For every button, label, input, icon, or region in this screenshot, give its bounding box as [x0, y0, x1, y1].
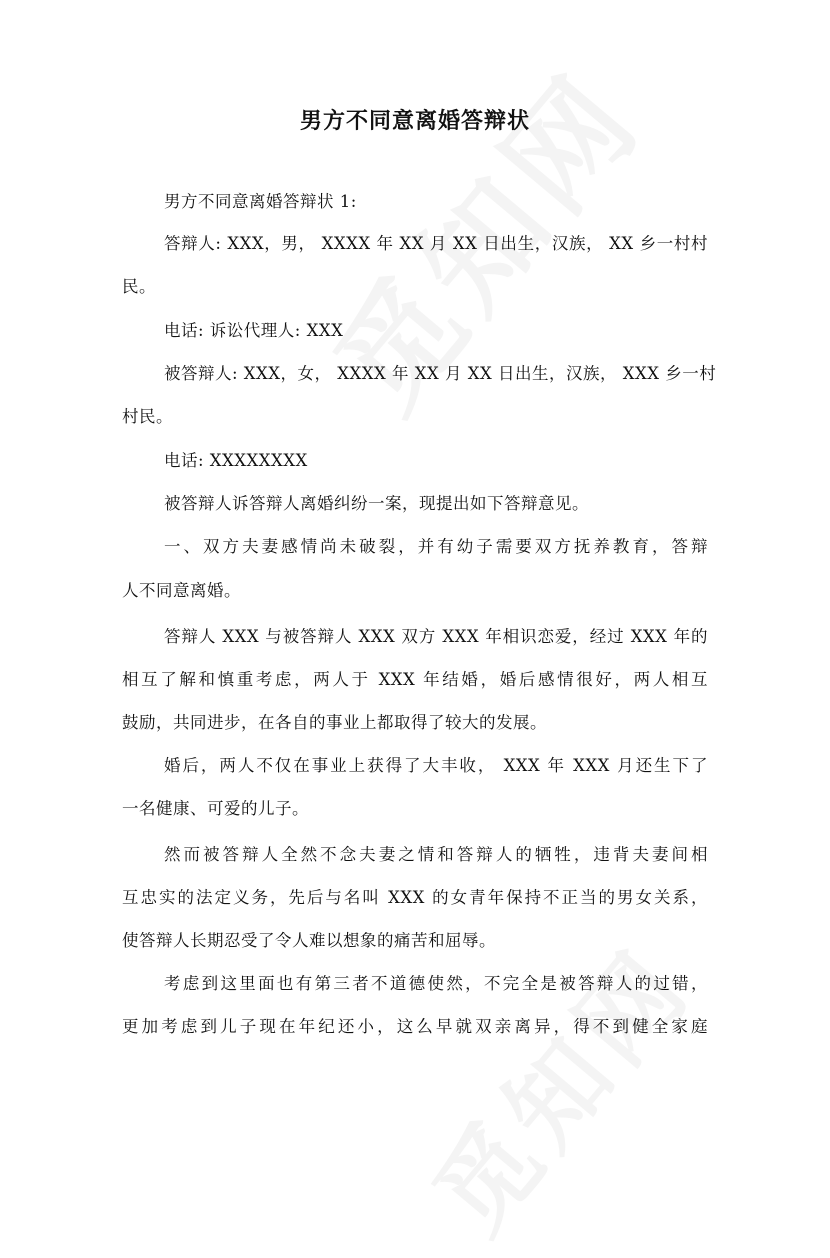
paragraph-line: 一、双方夫妻感情尚未破裂，并有幼子需要双方抚养教育，答辩 [164, 537, 708, 556]
paragraph-line: 考虑到这里面也有第三者不道德使然，不完全是被答辩人的过错， [164, 974, 708, 993]
paragraph-line: 答辩人: XXX，男， XXXX 年 XX 月 XX 日出生，汉族， XX 乡一村村 [164, 234, 708, 253]
paragraph-line: 被答辩人: XXX，女， XXXX 年 XX 月 XX 日出生，汉族， XXX 乡一村 [164, 364, 717, 383]
paragraph-line: 电话: 诉讼代理人: XXX [164, 321, 344, 340]
paragraph-line: 民。 [122, 277, 156, 296]
paragraph-line: 答辩人 XXX 与被答辩人 XXX 双方 XXX 年相识恋爱，经过 XXX 年的 [164, 627, 708, 646]
document-title: 男方不同意离婚答辩状 [299, 109, 530, 134]
paragraph-line: 被答辩人诉答辩人离婚纠纷一案，现提出如下答辩意见。 [164, 494, 589, 513]
paragraph-line: 电话: XXXXXXXX [164, 451, 308, 470]
paragraph-line: 人不同意离婚。 [122, 581, 241, 600]
paragraph-line: 鼓励，共同进步，在各自的事业上都取得了较大的发展。 [122, 713, 547, 732]
paragraph-line: 互忠实的法定义务，先后与名叫 XXX 的女青年保持不正当的男女关系， [122, 888, 708, 907]
paragraph-line: 更加考虑到儿子现在年纪还小，这么早就双亲离异，得不到健全家庭 [122, 1017, 708, 1036]
paragraph-line: 相互了解和慎重考虑，两人于 XXX 年结婚，婚后感情很好，两人相互 [122, 670, 708, 689]
paragraph-line: 村民。 [122, 407, 173, 426]
paragraph-line: 一名健康、可爱的儿子。 [122, 799, 309, 818]
paragraph-line: 使答辩人长期忍受了令人难以想象的痛苦和屈辱。 [122, 931, 496, 950]
paragraph-line: 然而被答辩人全然不念夫妻之情和答辩人的牺牲，违背夫妻间相 [164, 845, 708, 864]
paragraph-line: 婚后，两人不仅在事业上获得了大丰收， XXX 年 XXX 月还生下了 [164, 756, 708, 775]
paragraph-line: 男方不同意离婚答辩状 1: [164, 192, 357, 211]
